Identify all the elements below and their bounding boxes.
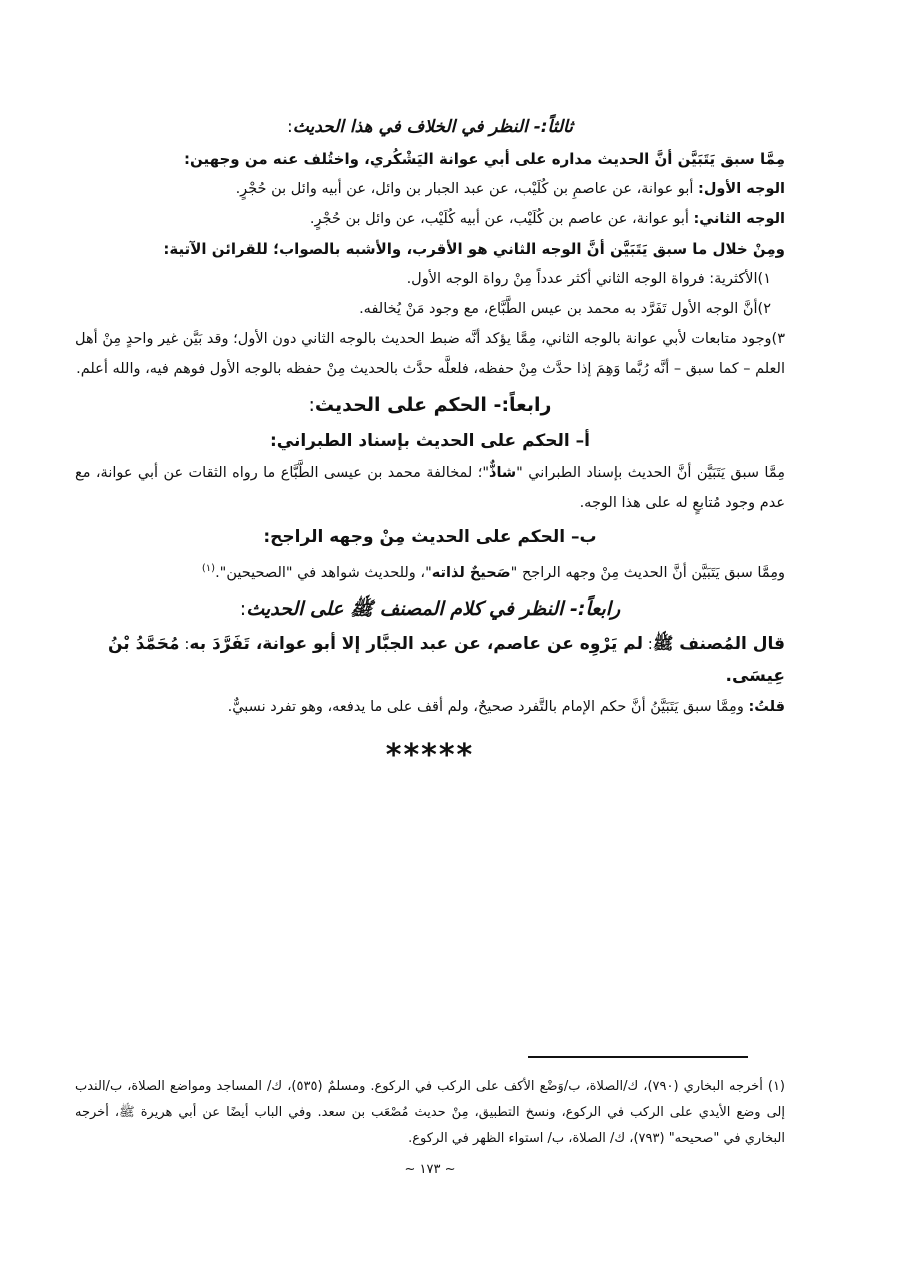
sub-b-text-1: ومِمَّا سبق يَتَبَيَّن أنَّ الحديث مِنْ وجهه الراجح " <box>510 564 785 581</box>
footnote-ref: (١) <box>201 563 216 574</box>
separator-stars: ***** <box>385 737 475 773</box>
face1-label: الوجه الأول: <box>698 181 785 197</box>
sub-a-text-1: مِمَّا سبق يَتَبَيَّن أنَّ الحديث بإسناد الطبراني " <box>516 465 785 481</box>
author-note <box>75 692 785 722</box>
quote-text: لم يَرْوِه عن عاصم، عن عبد الجبَّار إلا أبو عوانة، تَفَرَّدَ به <box>189 633 643 654</box>
quote-name: مُحَمَّدُ بْنُ عِيسَى. <box>107 633 785 686</box>
section4-sub-b-title: ب– الحكم على الحديث مِنْ وجهه الراجح: <box>263 527 597 547</box>
note-label: قلتُ: <box>748 698 785 715</box>
section5-title: رابعاً:- النظر في كلام المصنف ﷺ على الحديث <box>246 597 621 620</box>
section4-sub-a-text <box>75 458 785 518</box>
section3-intro: مِمَّا سبق يَتَبَيَّن أنَّ الحديث مداره على أبي عوانة اليَشْكُري، واختُلف عنه من وجهين: <box>183 150 785 168</box>
face2-text: أبو عوانة، عن عاصم بن كُلَيْب، عن أبيه كُلَيْب، عن وائل بن حُجْرٍ. <box>309 211 694 227</box>
face1-line <box>75 174 785 204</box>
sub-b-text-2: "، وللحديث شواهد في "الصحيحين". <box>215 564 432 581</box>
section4-title-colon: : <box>308 394 315 416</box>
page-body <box>75 108 785 773</box>
page-number: ~ ١٧٣ ~ <box>404 1162 456 1177</box>
section5-heading <box>75 592 785 626</box>
section4-heading <box>75 388 785 422</box>
sub-b-sahih: صَحيحٌ لذاته <box>431 564 511 581</box>
section4-sub-b-text <box>75 554 785 588</box>
quote-label: قال المُصنف ﷺ <box>652 633 785 654</box>
point-2: ٢)أنَّ الوجه الأول تَفَرَّد به محمد بن عيس الطَّبَّاع، مع وجود مَنْ يُخالفه. <box>359 301 771 317</box>
section3-title: ثالثاً:- النظر في الخلاف في هذا الحديث <box>292 117 573 137</box>
footnote-text: (١) أخرجه البخاري (٧٩٠)، ك/الصلاة، ب/وَضْع الأكف على الركب في الركوع. ومسلمٌ (٥٣٥)، ك/ المساجد ومواضع الصلاة، ب/الندب إلى وضع الأيدي على الركب في الركوع، ونسخ التطبيق، مِنْ حديث مُصْعَب بن سعد. وفي الباب أيضًا عن أبي هريرة ﷺ، أخرجه البخاري في "صحيحه" (٧٩٣)، ك/ الصلاة، ب/ استواء الظهر في الركوع. <box>75 1079 785 1146</box>
point-1: ١)الأكثرية: فرواة الوجه الثاني أكثر عدداً مِنْ رواة الوجه الأول. <box>406 271 771 287</box>
section5-title-colon: : <box>239 597 247 620</box>
section3-heading <box>75 112 785 142</box>
section4-title: رابعاً:- الحكم على الحديث <box>314 394 552 416</box>
point-3: ٣)وجود متابعات لأبي عوانة بالوجه الثاني، مِمَّا يؤكد أنَّه ضبط الحديث بالوجه الثاني دون الأول؛ وقد بَيَّن غير واحدٍ مِنْ أهل العلم – كما سبق – أنَّه رُبَّما وَهِمَ إذا حدَّث مِنْ حفظه، فلعلَّه حدَّث بالحديث مِنْ حفظه بالوجه الأول فوهم فيه، والله أعلم. <box>75 331 785 377</box>
author-quote <box>75 628 785 692</box>
quote-colon: : <box>642 634 653 653</box>
face2-label: الوجه الثاني: <box>693 211 785 227</box>
section3-title-colon: : <box>287 117 293 137</box>
face2-line <box>75 204 785 234</box>
sub-a-shadh: شاذٌّ <box>489 465 517 481</box>
sub-a-text-2: "؛ لمخالفة محمد بن عيسى الطَّبَّاع ما رواه الثقات عن أبي عوانة، مع عدم وجود مُتابعٍ له على هذا الوجه. <box>75 465 785 511</box>
quote-colon-2: : <box>179 634 190 653</box>
note-text: ومِمَّا سبق يَتَبَيَّنُ أنَّ حكم الإمام بالتَّفرد صحيحٌ، ولم أقف على ما يدفعه، وهو تفرد نسبيٌّ. <box>227 698 749 715</box>
section3-conclusion: ومِنْ خلال ما سبق يَتَبَيَّن أنَّ الوجه الثاني هو الأقرب، والأشبه بالصواب؛ للقرائن الآتية: <box>163 240 785 258</box>
footnote-divider <box>528 1056 748 1058</box>
face1-text: أبو عوانة، عن عاصمِ بن كُلَيْب، عن عبد الجبار بن وائل، عن أبيه وائل بن حُجْرٍ. <box>235 181 699 197</box>
section4-sub-a-title: أ– الحكم على الحديث بإسناد الطبراني: <box>269 431 591 451</box>
